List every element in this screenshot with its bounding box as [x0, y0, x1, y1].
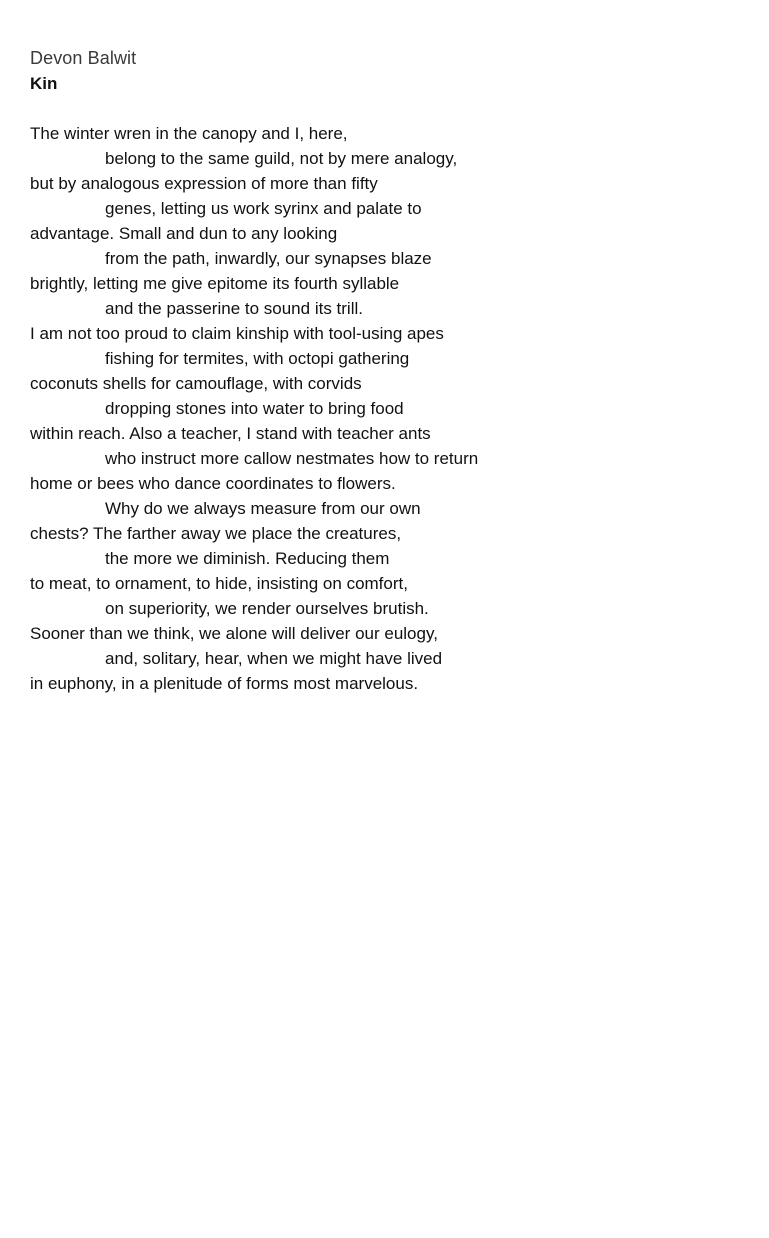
poem-line: the more we diminish. Reducing them [105, 549, 390, 568]
poem-line: within reach. Also a teacher, I stand with teacher ants [30, 424, 431, 443]
poem-line: dropping stones into water to bring food [105, 399, 404, 418]
poem-line: chests? The farther away we place the creatures, [30, 524, 402, 543]
poem-line: on superiority, we render ourselves brutish. [105, 599, 429, 618]
poem-line: advantage. Small and dun to any looking [30, 224, 338, 243]
poem-line: I am not too proud to claim kinship with tool-using apes [30, 324, 444, 343]
poem-line: belong to the same guild, not by mere analogy, [105, 149, 458, 168]
poem-line: coconuts shells for camouflage, with corvids [30, 374, 362, 393]
poem-body [30, 121, 750, 696]
poem-line: The winter wren in the canopy and I, here, [30, 124, 348, 143]
poem-line: Sooner than we think, we alone will deliver our eulogy, [30, 624, 438, 643]
poem-line: fishing for termites, with octopi gathering [105, 349, 410, 368]
poem-line: Why do we always measure from our own [105, 499, 421, 518]
poem-line: to meat, to ornament, to hide, insisting on comfort, [30, 574, 408, 593]
poem-line: who instruct more callow nestmates how to return [105, 449, 479, 468]
poem-line: and the passerine to sound its trill. [105, 299, 363, 318]
poem-line: home or bees who dance coordinates to flowers. [30, 474, 396, 493]
poem-line: but by analogous expression of more than fifty [30, 174, 378, 193]
author-name: Devon Balwit [30, 48, 137, 68]
poem-title: Kin [30, 74, 58, 93]
poem-line: in euphony, in a plenitude of forms most marvelous. [30, 674, 419, 693]
poem-line: from the path, inwardly, our synapses blaze [105, 249, 432, 268]
document-page [30, 46, 750, 696]
poem-line: genes, letting us work syrinx and palate to [105, 199, 422, 218]
poem-line: brightly, letting me give epitome its fourth syllable [30, 274, 400, 293]
poem-line: and, solitary, hear, when we might have lived [105, 649, 443, 668]
